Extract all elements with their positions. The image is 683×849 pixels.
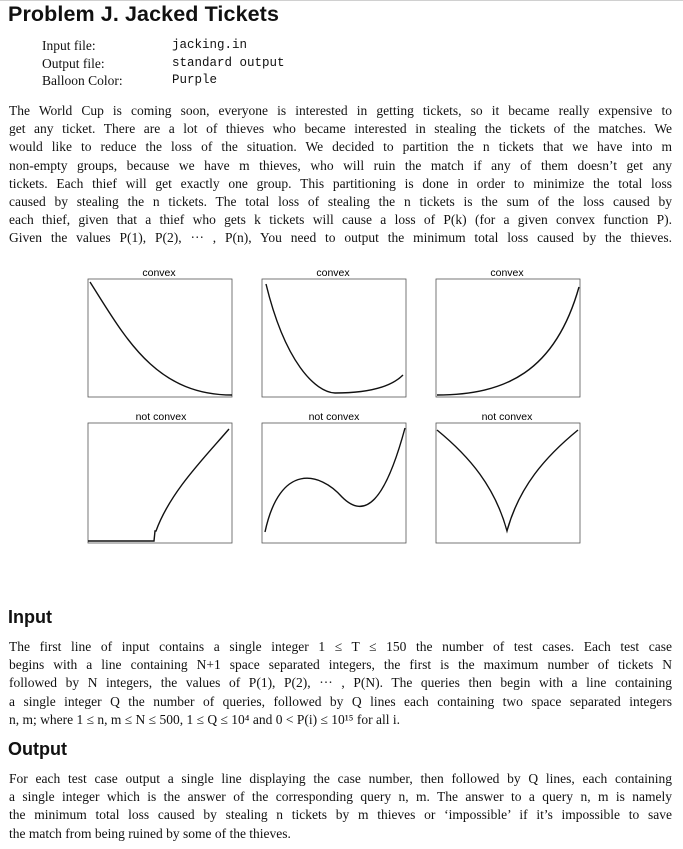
statement-line: caused by stealing the n tickets. The total loss of stealing the n tickets is the sum of the loss caused by — [9, 194, 672, 210]
input-line: a single integer Q the number of queries, followed by Q lines each containing two space separated integers — [9, 693, 672, 709]
meta-value: jacking.in — [172, 38, 248, 52]
plot-convex-1 — [88, 267, 232, 397]
input-paragraph — [9, 638, 672, 729]
output-line: the minimum total loss caused by stealing n tickets by m thieves or ‘impossible’ if it’s impossible to save — [9, 807, 672, 823]
page-top-rule — [0, 0, 683, 1]
statement-line: would like to reduce the loss of the situation. We decided to partition the n tickets that we have into m — [9, 139, 672, 155]
plot-label: not convex — [135, 411, 187, 423]
meta-label: Input file: — [42, 38, 96, 53]
output-heading: Output — [8, 739, 67, 759]
meta-row-output — [42, 55, 285, 73]
meta-value: Purple — [172, 73, 218, 87]
statement-line: get any ticket. There are a lot of thieves who became interested in stealing the tickets of the matches. We — [9, 121, 672, 137]
input-line: followed by N integers, the values of P(1), P(2), ··· , P(N). The queries then begin with a line containing — [9, 675, 672, 691]
meta-row-balloon — [42, 72, 285, 90]
output-paragraph — [9, 770, 672, 843]
plot-frame — [436, 279, 580, 397]
meta-label: Balloon Color: — [42, 73, 123, 88]
plot-frame — [262, 423, 406, 543]
problem-title: Problem J. Jacked Tickets — [8, 2, 279, 26]
plot-label: convex — [142, 267, 176, 279]
curve-cusp — [437, 430, 578, 531]
statement-line: The World Cup is coming soon, everyone is interested in getting tickets, so it became really expensive to — [9, 103, 672, 118]
plot-not-convex-1 — [88, 411, 232, 543]
input-line: begins with a line containing N+1 space separated integers, the first is the maximum number of tickets N — [9, 657, 672, 673]
meta-value: standard output — [172, 55, 285, 70]
convexity-figure — [85, 262, 585, 552]
statement-line: non-empty groups, because we have m thieves, who will ruin the match if any of them doesn’t get any — [9, 157, 672, 173]
input-line: n, m; where 1 ≤ n, m ≤ N ≤ 500, 1 ≤ Q ≤ 10⁴ and 0 < P(i) ≤ 10¹⁵ for all i. — [9, 711, 400, 727]
plot-label: convex — [316, 267, 350, 279]
output-line: the match from being ruined by some of the thieves. — [9, 825, 291, 841]
statement-line: tickets. Each thief will get exactly one group. This partitioning is done in order to minimize the total loss — [9, 175, 672, 191]
statement-paragraph — [9, 102, 672, 248]
plot-label: not convex — [481, 411, 533, 423]
input-heading: Input — [8, 607, 52, 627]
curve-step-then-concave — [88, 429, 229, 541]
plot-label: not convex — [308, 411, 360, 423]
plot-convex-3 — [436, 267, 580, 397]
curve-increasing-convex — [437, 287, 579, 395]
plot-convex-2 — [262, 267, 406, 397]
statement-line: each thief, given that a thief who gets k tickets will cause a loss of P(k) (for a given convex function P). — [9, 212, 672, 228]
plot-frame — [88, 423, 232, 543]
statement-line: Given the values P(1), P(2), ··· , P(n), You need to output the minimum total loss caused by the thieves. — [9, 230, 672, 246]
input-line: The first line of input contains a single integer 1 ≤ T ≤ 150 the number of test cases. Each test case — [9, 639, 672, 654]
plot-not-convex-3 — [436, 411, 580, 543]
output-line: a single integer which is the answer of the corresponding query n, m. The answer to a query n, m is namely — [9, 789, 672, 805]
plot-not-convex-2 — [262, 411, 406, 543]
meta-label: Output file: — [42, 55, 105, 71]
plot-frame — [436, 423, 580, 543]
meta-row-input — [42, 37, 285, 55]
curve-cubic — [265, 428, 405, 532]
curve-decreasing-convex — [90, 282, 232, 395]
plot-label: convex — [490, 267, 524, 279]
output-line: For each test case output a single line displaying the case number, then followed by Q lines, each containing — [9, 771, 672, 786]
problem-meta — [42, 37, 285, 90]
plot-frame — [88, 279, 232, 397]
curve-u-shaped — [266, 284, 403, 393]
